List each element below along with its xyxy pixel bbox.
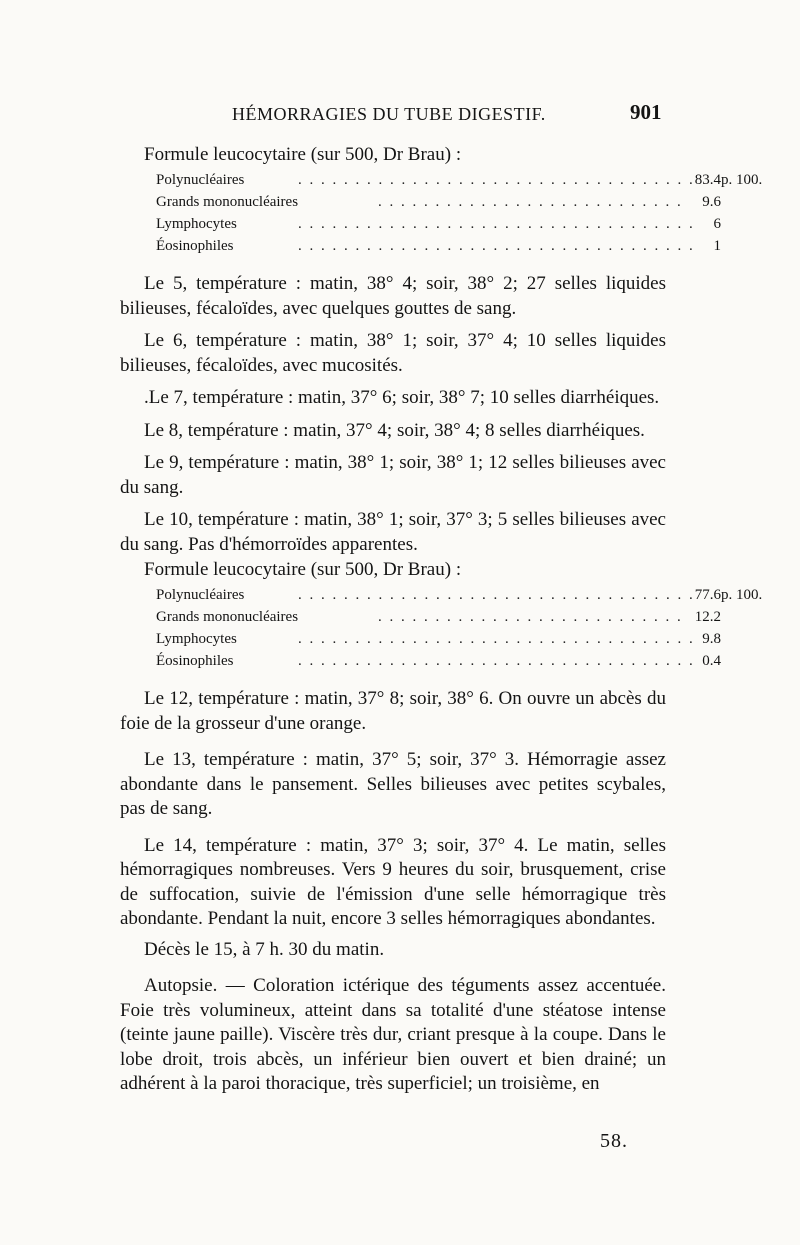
entry-day-5: Le 5, température : matin, 38° 4; soir, 38° 2; 27 selles liquides bilieuses, fécaloïdes, avec quelques gouttes de sang.: [120, 273, 666, 319]
cell-value: 77.6: [694, 587, 722, 603]
dot-leader: . . . . . . . . . . . . . . . . . . . . . . . . . . . . . . . . . . .: [298, 216, 695, 232]
formula-heading-2: Formule leucocytaire (sur 500, Dr Brau) :: [144, 559, 462, 580]
cell-unit: p. 100.: [721, 172, 763, 188]
entry-day-7: .Le 7, température : matin, 37° 6; soir, 38° 7; 10 selles diarrhéiques.: [144, 387, 660, 408]
cell-unit: p. 100.: [721, 587, 763, 603]
cell-label: Éosinophiles: [156, 653, 234, 669]
dot-leader: . . . . . . . . . . . . . . . . . . . . . . . . . . . . . . . . . . .: [298, 631, 695, 647]
leukocyte-table-1: [156, 172, 762, 260]
entry-day-10: Le 10, température : matin, 38° 1; soir, 37° 3; 5 selles bilieuses avec du sang. Pas d'hémorroïdes apparentes.: [120, 509, 666, 555]
cell-unit: [721, 238, 762, 260]
cell-value: 6: [713, 216, 722, 232]
dot-leader: . . . . . . . . . . . . . . . . . . . . . . . . . . .: [378, 194, 683, 210]
dot-leader: . . . . . . . . . . . . . . . . . . . . . . . . . . . . . . . . . . .: [298, 238, 695, 254]
cell-value: 12.2: [694, 609, 722, 625]
cell-label: Polynucléaires: [156, 587, 245, 603]
formula-heading-1: Formule leucocytaire (sur 500, Dr Brau) :: [144, 144, 462, 165]
page-number: 901: [630, 100, 662, 124]
cell-label: Lymphocytes: [156, 631, 237, 647]
cell-unit: [721, 216, 762, 238]
table-row: [156, 238, 762, 260]
cell-label: Polynucléaires: [156, 172, 245, 188]
cell-value: 9.6: [702, 194, 722, 210]
leukocyte-table-2: [156, 587, 762, 675]
cell-value: 1: [713, 238, 722, 254]
entry-day-15: Décès le 15, à 7 h. 30 du matin.: [144, 938, 385, 960]
entry-day-8: Le 8, température : matin, 37° 4; soir, 38° 4; 8 selles diarrhéiques.: [144, 419, 645, 441]
page-body: [120, 136, 763, 1097]
table-row: [156, 172, 762, 194]
cell-unit: [721, 194, 762, 216]
table-row: [156, 631, 762, 653]
entry-day-9: Le 9, température : matin, 38° 1; soir, 38° 1; 12 selles bilieuses avec du sang.: [120, 452, 666, 498]
table-row: [156, 653, 762, 675]
dot-leader: . . . . . . . . . . . . . . . . . . . . . . . . . . . . . . . . . . .: [298, 172, 695, 188]
autopsy-paragraph: Autopsie. — Coloration ictérique des téguments assez accentuée. Foie très volumineux, atteint dans sa totalité d'une stéatose intense (teinte jaune paille). Viscère très dur, criant presque à la coupe. Dans le lobe droit, trois abcès, un inférieur bien ouvert et bien drainé; un adhérent à la paroi thoracique, très superficiel; un troisième, en: [120, 975, 666, 1094]
entry-day-6: Le 6, température : matin, 38° 1; soir, 37° 4; 10 selles liquides bilieuses, fécaloïdes, avec mucosités.: [120, 330, 666, 376]
dot-leader: . . . . . . . . . . . . . . . . . . . . . . . . . . . . . . . . . . .: [298, 587, 695, 603]
cell-label: Éosinophiles: [156, 238, 234, 254]
dot-leader: . . . . . . . . . . . . . . . . . . . . . . . . . . .: [378, 609, 683, 625]
cell-value: 83.4: [694, 172, 722, 188]
cell-value: 9.8: [702, 631, 722, 647]
cell-label: Grands mononucléaires: [156, 194, 299, 210]
entry-day-13: Le 13, température : matin, 37° 5; soir, 37° 3. Hémorragie assez abondante dans le pansement. Selles bilieuses avec petites scybales, pas de sang.: [120, 749, 666, 819]
entry-day-14: Le 14, température : matin, 37° 3; soir, 37° 4. Le matin, selles hémorragiques nombreuses. Vers 9 heures du soir, brusquement, crise de suffocation, suivie de l'émission d'une selle hémorragique très abondante. Pendant la nuit, encore 3 selles hémorragiques abondantes.: [120, 834, 666, 929]
dot-leader: . . . . . . . . . . . . . . . . . . . . . . . . . . . . . . . . . . .: [298, 653, 695, 669]
cell-unit: [721, 653, 762, 675]
table-row: [156, 216, 762, 238]
cell-label: Grands mononucléaires: [156, 609, 299, 625]
signature-mark: 58.: [600, 1130, 628, 1152]
table-row: [156, 194, 762, 216]
running-title: HÉMORRAGIES DU TUBE DIGESTIF.: [232, 104, 546, 124]
table-row: [156, 609, 762, 631]
cell-unit: [721, 609, 762, 631]
entry-day-12: Le 12, température : matin, 37° 8; soir, 38° 6. On ouvre un abcès du foie de la grosseur d'une orange.: [120, 688, 666, 734]
cell-label: Lymphocytes: [156, 216, 237, 232]
table-row: [156, 587, 762, 609]
cell-value: 0.4: [702, 653, 722, 669]
cell-unit: [721, 631, 762, 653]
